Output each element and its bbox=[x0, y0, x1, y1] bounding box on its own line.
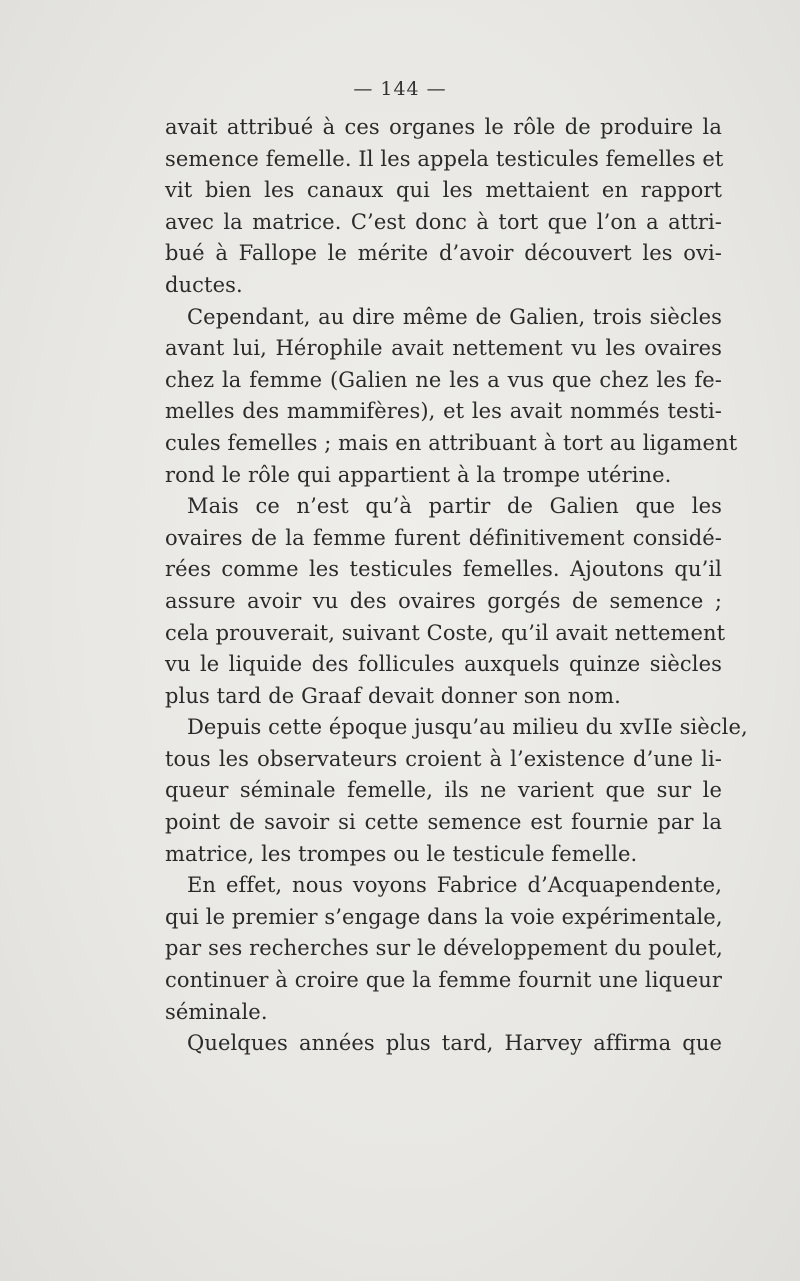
text-line: avant lui, Hérophile avait nettement vu les ovaires bbox=[165, 336, 722, 361]
text-line: avec la matrice. C’est donc à tort que l’on a attri- bbox=[165, 209, 722, 234]
text-line: Quelques années plus tard, Harvey affirma que bbox=[187, 1031, 722, 1056]
text-line: assure avoir vu des ovaires gorgés de semence ; bbox=[165, 588, 722, 613]
text-line: vu le liquide des follicules auxquels quinze siècles bbox=[165, 652, 722, 677]
text-line: rées comme les testicules femelles. Ajoutons qu’il bbox=[165, 557, 722, 582]
page-number: — 144 — bbox=[353, 78, 447, 100]
text-line: bué à Fallope le mérite d’avoir découvert les ovi- bbox=[165, 241, 722, 266]
text-line: par ses recherches sur le développement du poulet, bbox=[165, 936, 723, 961]
paragraph-2 bbox=[165, 302, 738, 492]
text-line: matrice, les trompes ou le testicule femelle. bbox=[165, 841, 638, 866]
text-line: avait attribué à ces organes le rôle de produire la bbox=[165, 115, 722, 139]
text-line: cules femelles ; mais en attribuant à tort au ligament bbox=[165, 430, 738, 455]
text-line: continuer à croire que la femme fournit une liqueur bbox=[165, 968, 722, 993]
body-text bbox=[165, 112, 748, 1060]
text-line: plus tard de Graaf devait donner son nom. bbox=[165, 683, 621, 708]
paragraph-3 bbox=[165, 491, 726, 712]
paragraph-4 bbox=[165, 712, 748, 870]
text-line: Cependant, au dire même de Galien, trois siècles bbox=[187, 304, 722, 329]
text-line: rond le rôle qui appartient à la trompe utérine. bbox=[165, 462, 672, 487]
text-line: Depuis cette époque jusqu’au milieu du xvIIe siècle, bbox=[187, 715, 748, 740]
text-line: cela prouverait, suivant Coste, qu’il avait nettement bbox=[165, 620, 726, 645]
text-line: ductes. bbox=[165, 272, 243, 297]
text-line: séminale. bbox=[165, 999, 268, 1024]
text-line: tous les observateurs croient à l’existence d’une li- bbox=[165, 746, 722, 771]
text-line: melles des mammifères), et les avait nommés testi- bbox=[165, 399, 722, 424]
text-line: qui le premier s’engage dans la voie expérimentale, bbox=[165, 904, 723, 929]
text-line: chez la femme (Galien ne les a vus que chez les fe- bbox=[165, 367, 722, 392]
text-line: Mais ce n’est qu’à partir de Galien que les bbox=[187, 494, 722, 519]
text-line: En effet, nous voyons Fabrice d’Acquapendente, bbox=[187, 873, 722, 898]
paragraph-6 bbox=[165, 1028, 722, 1060]
text-line: ovaires de la femme furent définitivement considé- bbox=[165, 525, 722, 550]
text-line: point de savoir si cette semence est fournie par la bbox=[165, 810, 722, 835]
paragraph-1 bbox=[165, 112, 722, 302]
paragraph-5 bbox=[165, 870, 722, 1028]
text-line: semence femelle. Il les appela testicules femelles et bbox=[165, 146, 724, 171]
text-line: vit bien les canaux qui les mettaient en rapport bbox=[165, 178, 722, 203]
text-line: queur séminale femelle, ils ne varient que sur le bbox=[165, 778, 722, 803]
